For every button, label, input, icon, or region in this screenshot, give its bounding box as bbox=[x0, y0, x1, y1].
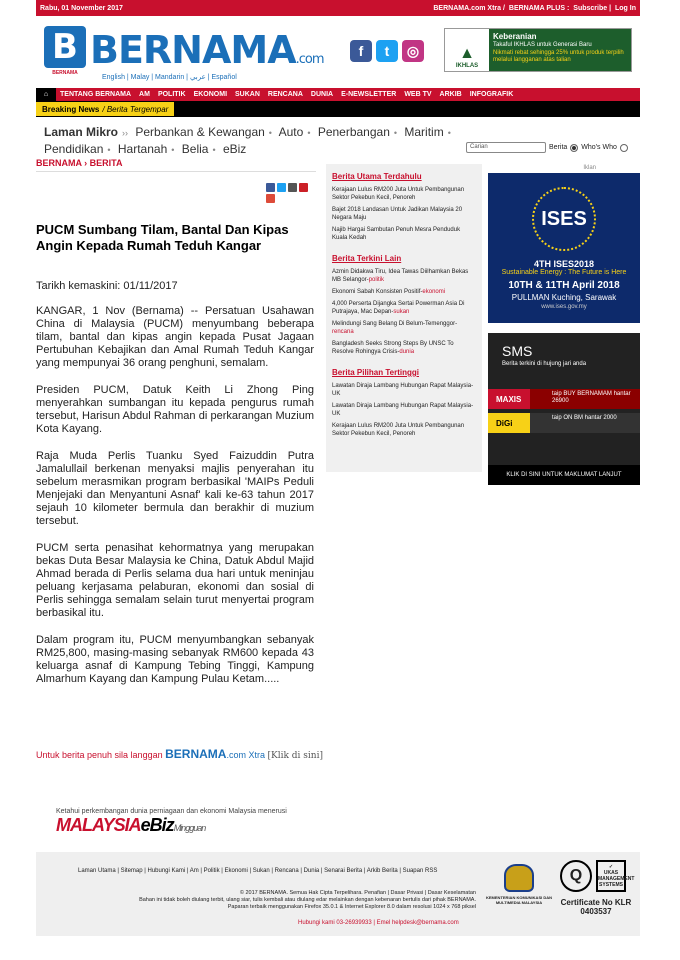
date-label: Rabu, 01 November 2017 bbox=[40, 4, 123, 12]
breaking-news-label[interactable]: Breaking News / Berita Tergempar bbox=[36, 102, 174, 116]
ad-label: Iklan bbox=[583, 165, 596, 171]
section-heading[interactable]: Berita Terkini Lain bbox=[332, 254, 402, 263]
news-link[interactable]: Bangladesh Seeks Strong Steps By UNSC To Resolve Rohingya Crisis-dunia bbox=[332, 341, 454, 355]
sidebar-news bbox=[326, 164, 482, 472]
article-paragraph: Presiden PUCM, Datuk Keith Li Zhong Ping menyerahkan sumbangan itu kepada pengurus rumah tersebut, Harisun Abdul Rahman di perkarangan Muzium Kota Kayang. bbox=[36, 384, 314, 435]
ises-theme: Sustainable Energy : The Future is Here bbox=[501, 269, 627, 276]
plus-link[interactable]: BERNAMA PLUS bbox=[508, 4, 566, 12]
logo-sub: BERNAMA bbox=[52, 70, 78, 76]
plus-share-icon[interactable] bbox=[266, 194, 275, 203]
email-share-icon[interactable] bbox=[288, 183, 297, 192]
micro-site-nav: Laman Mikro ›› Perbankan & Kewangan • Auto • Penerbangan • Maritim • Pendidikan • Hartanah • Belia • eBiz bbox=[44, 125, 451, 156]
top-bar bbox=[36, 0, 640, 16]
nav-item[interactable]: WEB TV bbox=[404, 91, 432, 98]
ises-dates: 10TH & 11TH April 2018 bbox=[508, 280, 620, 291]
ises-ad-banner[interactable] bbox=[488, 165, 640, 323]
sms-sub: Berita terkini di hujung jari anda bbox=[502, 361, 587, 367]
subnav-item[interactable]: Hartanah bbox=[117, 142, 168, 156]
crest-icon bbox=[504, 864, 534, 892]
subscribe-promo[interactable]: Untuk berita penuh sila langgan BERNAMA.com Xtra [Klik di sini] bbox=[36, 747, 323, 761]
header bbox=[36, 16, 640, 88]
facebook-share-icon[interactable] bbox=[266, 183, 275, 192]
radio-whos-who[interactable] bbox=[620, 144, 628, 152]
site-logo[interactable]: BERNAMA.com bbox=[90, 28, 324, 72]
pinterest-share-icon[interactable] bbox=[299, 183, 308, 192]
social-icons bbox=[350, 40, 424, 62]
divider bbox=[36, 171, 316, 172]
news-link[interactable]: 4,000 Perserta Dijangka Sertai Powerman Asia Di Putrajaya, Mac Depan-sukan bbox=[332, 301, 465, 315]
news-link[interactable]: Kerajaan Lulus RM200 Juta Untuk Pembangunan Sektor Pekebun Kecil, Penoreh bbox=[332, 187, 465, 201]
ises-url: www.ises.gov.my bbox=[541, 304, 587, 310]
nav-item[interactable]: ARKIB bbox=[439, 91, 462, 98]
subnav-head: Laman Mikro bbox=[44, 125, 119, 139]
ises-logo: ISES bbox=[532, 187, 596, 251]
section-heading[interactable]: Berita Utama Terdahulu bbox=[332, 172, 422, 181]
ebiz-caption: Ketahui perkembangan dunia perniagaan dan ekonomi Malaysia menerusi bbox=[56, 808, 287, 815]
language-links[interactable]: English | Malay | Mandarin | عربي | Español bbox=[102, 74, 237, 81]
news-link[interactable]: Bajet 2018 Landasan Untuk Jadikan Malaysia 20 Negara Maju bbox=[332, 207, 463, 221]
twitter-share-icon[interactable] bbox=[277, 183, 286, 192]
search-area bbox=[466, 142, 628, 153]
ad-offer: Nikmati rebat sehingga 25% untuk produk terpilih melalui langganan atas talian bbox=[493, 49, 624, 63]
subnav-item[interactable]: Penerbangan bbox=[317, 125, 390, 139]
news-link[interactable]: Azmin Didakwa Tiru, Idea Tawas Diilhamkan Bekas MB Selangor-politik bbox=[332, 269, 469, 283]
sms-title: SMS bbox=[502, 343, 533, 359]
search-option-label: Who's Who bbox=[581, 144, 617, 151]
sms-ad-banner[interactable] bbox=[488, 333, 640, 485]
ebiz-logo: MALAYSIAeBizMingguan bbox=[56, 815, 206, 835]
login-link[interactable]: Log In bbox=[615, 4, 636, 12]
share-icons bbox=[266, 183, 316, 203]
ises-venue: PULLMAN Kuching, Sarawak bbox=[511, 293, 617, 302]
maxis-row: MAXIS taip BUY BERNAMAM hantar 26900 bbox=[488, 389, 640, 409]
nav-item[interactable]: TENTANG BERNAMA bbox=[60, 91, 132, 98]
news-link[interactable]: Lawatan Diraja Lambang Hubungan Rapat Malaysia-UK bbox=[332, 383, 474, 397]
article-title: PUCM Sumbang Tilam, Bantal Dan Kipas Angin Kepada Rumah Teduh Kangar bbox=[36, 222, 289, 253]
nav-item[interactable]: EKONOMI bbox=[193, 91, 228, 98]
article-paragraph: Dalam program itu, PUCM menyumbangkan sebanyak RM25,800, masing-masing sebanyak RM600 kepada 43 keluarga asnaf di Kampung Tebing Tinggi, Kampung Almarhum Kayang dan Kampung Pulau Ketam..... bbox=[36, 634, 314, 685]
search-input[interactable]: Carian bbox=[466, 142, 546, 153]
subnav-item[interactable]: Auto bbox=[278, 125, 304, 139]
footer-contact[interactable]: Hubungi kami 03-26939933 | Emel helpdesk@bernama.com bbox=[298, 920, 459, 926]
digi-row: DiGi taip ON BM hantar 2000 bbox=[488, 413, 640, 433]
nav-item[interactable]: INFOGRAFIK bbox=[469, 91, 514, 98]
subnav-item[interactable]: Maritim bbox=[404, 125, 444, 139]
quality-cert-icon: Q bbox=[560, 860, 592, 892]
article bbox=[36, 222, 314, 686]
ad-body: Takaful IKHLAS untuk Generasi Baru bbox=[493, 42, 592, 48]
twitter-icon[interactable]: t bbox=[376, 40, 398, 62]
cert-number: Certificate No KLR 0403537 bbox=[560, 898, 632, 916]
ikhlas-ad-banner[interactable] bbox=[444, 28, 632, 72]
subscribe-link[interactable]: Subscribe bbox=[573, 4, 608, 12]
subnav-item[interactable]: Perbankan & Kewangan bbox=[135, 125, 265, 139]
certification bbox=[560, 860, 635, 916]
subnav-item[interactable]: Pendidikan bbox=[44, 142, 104, 156]
nav-item[interactable]: E-NEWSLETTER bbox=[341, 91, 397, 98]
footer-copyright: © 2017 BERNAMA. Semua Hak Cipta Terpelihara. Penafian | Dasar Privasi | Dasar Keselamatan Bahan ini tidak boleh diulang terbit, ulang siar, tulis kembali atau diulang edar melainkan dengan kebenaran bertulis dari pihak BERNAMA. Paparan terbaik menggunakan Firefox 35.0.1 & Internet Explorer 8.0 dalam resolusi 1024 x 768 piksel bbox=[139, 890, 476, 910]
bernama-logo-icon[interactable]: B bbox=[44, 26, 86, 68]
article-paragraph: PUCM serta penasihat kehormatnya yang merupakan bekas Duta Besar Malaysia ke China, Datuk Abdul Majid Ahmad berada di Perlis selama dua hari untuk meninjau peluang kerjasama pelaburan, ekonomi dan sosial di Perlis sehingga semalam selain turut menyertai program berbasikal itu. bbox=[36, 542, 314, 619]
nav-item[interactable]: DUNIA bbox=[310, 91, 334, 98]
subnav-item[interactable]: Belia bbox=[181, 142, 209, 156]
article-date: Tarikh kemaskini: 01/11/2017 bbox=[36, 280, 178, 292]
nav-item[interactable]: SUKAN bbox=[235, 91, 260, 98]
footer bbox=[36, 852, 640, 936]
news-link[interactable]: Kerajaan Lulus RM200 Juta Untuk Pembangunan Sektor Pekebun Kecil, Penoreh bbox=[332, 423, 465, 437]
ukas-icon: ✓ UKAS MANAGEMENT SYSTEMS bbox=[596, 860, 626, 892]
nav-item[interactable]: POLITIK bbox=[157, 91, 186, 98]
ikhlas-logo: ▲ IKHLAS bbox=[445, 29, 489, 71]
nav-item[interactable]: RENCANA bbox=[267, 91, 303, 98]
search-option-label: Berita bbox=[549, 144, 568, 151]
news-link[interactable]: Najib Hargai Sambutan Penuh Mesra Penduduk Kuala Kedah bbox=[332, 227, 461, 241]
news-link[interactable]: Lawatan Diraja Lambang Hubungan Rapat Malaysia-UK bbox=[332, 403, 474, 417]
breadcrumb[interactable]: BERNAMA › BERITA bbox=[36, 158, 123, 168]
top-links: BERNAMA.com Xtra / BERNAMA PLUS : Subscribe | Log In bbox=[433, 4, 636, 12]
ebiz-banner[interactable] bbox=[56, 808, 316, 836]
nav-item[interactable]: AM bbox=[139, 91, 150, 98]
footer-links[interactable]: Laman Utama | Sitemap | Hubungi Kami | Am | Politik | Ekonomi | Sukan | Rencana | Dunia | Senarai Berita | Arkib Berita | Suapan RSS bbox=[78, 868, 438, 874]
xtra-link[interactable]: BERNAMA.com Xtra bbox=[433, 4, 502, 12]
radio-berita[interactable] bbox=[570, 144, 578, 152]
section-heading[interactable]: Berita Pilihan Tertinggi bbox=[332, 368, 419, 377]
article-paragraph: KANGAR, 1 Nov (Bernama) -- Persatuan Usahawan China di Malaysia (PUCM) menyumbang beberapa tilam, bantal dan kipas angin kepada Pusat Jagaan Pertubuhan Kebajikan dan Amal Rumah Teduh Kangar yang mempunyai 36 orang penghuni, semalam. bbox=[36, 305, 314, 369]
subnav-item[interactable]: eBiz bbox=[222, 142, 247, 156]
sms-more-link[interactable]: KLIK DI SINI UNTUK MAKLUMAT LANJUT bbox=[488, 465, 640, 485]
main-nav bbox=[36, 88, 640, 101]
article-paragraph: Raja Muda Perlis Tuanku Syed Faizuddin Putra Jamalullail berkenan menyaksi majlis penyerahan itu sebelum merasmikan program berbasikal 'MAIPs Peduli Menjejaki dan Menyantuni Asnaf' kali ke-63 tahun 2017 sejauh 10 kilometer bermula dan berakhir di muzium tersebut. bbox=[36, 450, 314, 527]
news-link[interactable]: Melindungi Sang Belang Di Belum-Temenggor-rencana bbox=[332, 321, 458, 335]
facebook-icon[interactable]: f bbox=[350, 40, 372, 62]
home-icon[interactable]: ⌂ bbox=[36, 88, 56, 101]
news-link[interactable]: Ekonomi Sabah Konsisten Positif-ekonomi bbox=[332, 289, 446, 295]
ad-title: Keberanian bbox=[493, 32, 537, 41]
instagram-icon[interactable]: ◎ bbox=[402, 40, 424, 62]
ises-edition: 4TH ISES2018 bbox=[533, 259, 595, 269]
kkmm-logo: KEMENTERIAN KOMUNIKASI DAN MULTIMEDIA MALAYSIA bbox=[484, 864, 554, 905]
breaking-news-bar bbox=[36, 101, 640, 117]
